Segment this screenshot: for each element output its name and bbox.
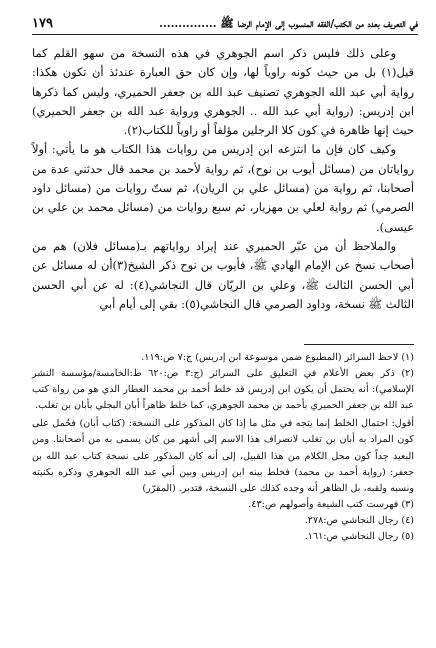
- footnote-2: (٢) ذكر بعض الأعلام في التعليق على السرائر (ج:٣ ص:٦٢٠ ط:الخامسة/مؤسسة النشر الإسلامي): أنه يحتمل أن يكون ابن إدريس قد خلط أحمد بن محمد العطار الذي هو من رواة كتب عبد الله بن جعفر الحميري بأحمد بن محمد الجوهري، كما خلط ظاهراً أبان البجلي بأبان بن تغلب.: [32, 368, 414, 412]
- body-paragraph-1: وعلى ذلك فليس ذكر اسم الجوهري في هذه النسخة من سهو القلم كما قيل(١) بل من حيث كونه راوياً لها، وإن كان حق العبارة عندئذ أن تكون هكذا: رواية أبي عبد الله الجوهري تصنيف عبد الله بن جعفر الحميري، وليس كما ذكرها ابن إدريس: (رواية أبي عبد الله .. الجوهري ورواية عبد الله بن جعفر الحميري) حيث إنها ظاهرة في كون كلا الرجلين مؤلفاً أو راوياً للكتاب(٢).: [32, 46, 414, 138]
- footnote-4: (٤) رجال النجاشي ص:٢٧٨.: [304, 514, 414, 526]
- page-number: ١٧٩: [32, 16, 53, 31]
- header-title: في التعريف بعدد من الكتب/الفقه المنسوب إلى الإمام الرضا ﷺ ...............: [159, 17, 418, 30]
- footnote-3: (٣) فهرست كتب الشيعة وأصولهم ص:٤٣.: [248, 498, 414, 510]
- footnote-5: (٥) رجال النجاشي ص:١٦١.: [304, 531, 414, 543]
- footnote-separator: [304, 344, 414, 345]
- body-paragraph-3: والملاحظ أن من عبّر الحميري عند إيراد رواياتهم بـ(مسائل فلان) هم من أصحاب نسخ عن الإمام الهادي ﷺ، فأيوب بن نوح ذكر الشيخ(٣)أن له مسائل عن أبي الحسن الثالث ﷺ، وعلي بن الريّان قال النجاشي(٤): له عن أبي الحسن الثالث ﷺ نسخة، وداود الصرمي قال النجاشي(٥): بقي إلى أيام أبي: [32, 238, 415, 311]
- body-paragraph-2: وكيف كان فإن ما انتزعه ابن إدريس من روايات هذا الكتاب هو ما يأتي: أولاً رواياتان من (مسائل أيوب بن نوح)، ثم رواية لأحمد بن محمد قال حدثني عدة من أصحابنا، ثم رواية من (مسائل علي بن الريان)، ثم ستّ روايات من (مسائل داود الصرمي) ثم رواية لعلي بن مهزيار، ثم سبع روايات من (مسائل محمد بن علي بن عيسى).: [32, 142, 414, 234]
- running-header: [32, 16, 418, 35]
- main-text: [32, 44, 414, 314]
- footnotes: [32, 350, 414, 545]
- footnote-1: (١) لاحظ السرائر (المطبوع ضمن موسوعة ابن إدريس) ج:٧ ص:١١٩.: [141, 352, 414, 363]
- footnote-2-comment: أقول: احتمال الخلط إنما يتجه في مثل ما إذا كان المذكور على النسخة: (كتاب أبان) فحُمل على كون المراد به أبان بن تغلب لانصراف هذا الاسم إلى أشهر من كان يسمى به من أصحابنا. ومن البعيد جداً كون محل الكلام من هذا القبيل، إلى أنه كان المذكور على نسخة كتاب عبد الله بن جعفر: (رواية أحمد بن محمد) فخلط بينه ابن إدريس وبين أبي عبد الله الجوهري وذكره بكنيته ونسبه ولقبه، بل الظاهر أنه وجده كذلك على النسخة، فتدبر. (المقرّر): [32, 418, 414, 494]
